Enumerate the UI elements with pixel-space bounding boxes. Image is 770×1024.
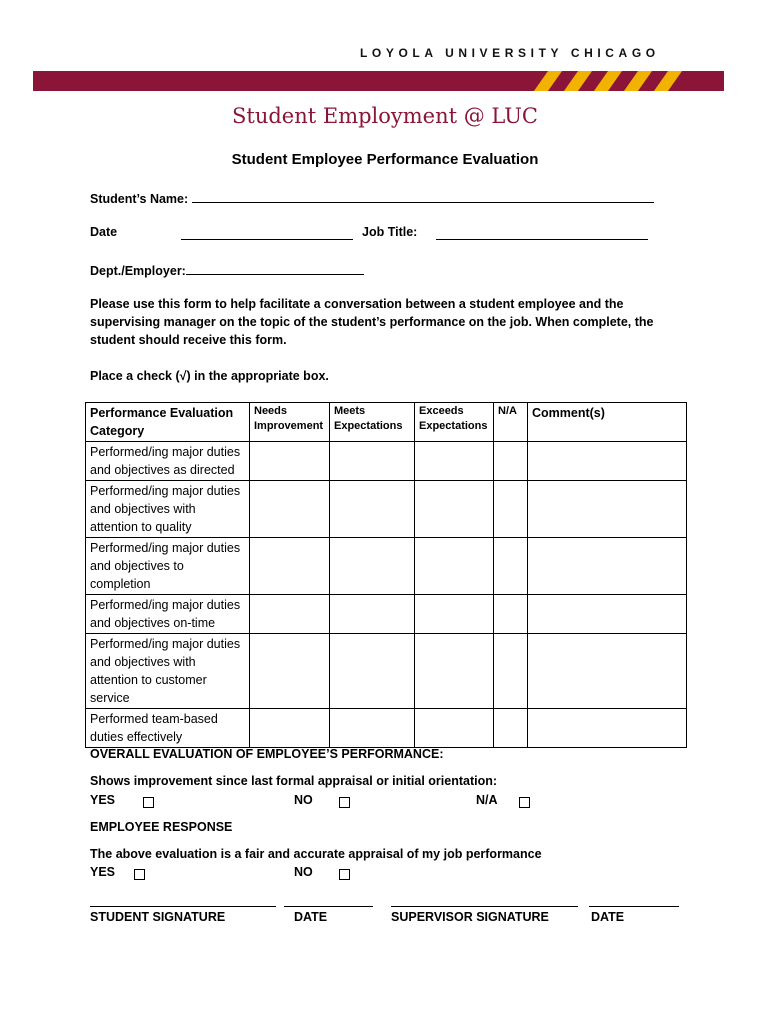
header-needs-improvement: Needs Improvement <box>250 403 330 442</box>
exceeds-cell[interactable] <box>415 709 494 748</box>
comment-cell[interactable] <box>528 538 687 595</box>
form-title: Student Employee Performance Evaluation <box>231 151 539 168</box>
response-yes-checkbox[interactable] <box>134 869 145 880</box>
dept-blank[interactable] <box>186 262 364 275</box>
needs-cell[interactable] <box>250 442 330 481</box>
check-instruction: Place a check (√) in the appropriate box. <box>90 369 329 383</box>
exceeds-cell[interactable] <box>415 634 494 709</box>
row-category: Performed/ing major duties and objectives with attention to customer service <box>86 634 250 709</box>
comment-cell[interactable] <box>528 709 687 748</box>
supervisor-signature-label: SUPERVISOR SIGNATURE <box>391 910 549 924</box>
comment-cell[interactable] <box>528 595 687 634</box>
date-label: Date <box>90 225 118 239</box>
overall-yes-label: YES <box>90 793 116 807</box>
dept-field[interactable] <box>90 262 364 278</box>
date2-line[interactable] <box>589 906 679 907</box>
table-row <box>86 634 687 709</box>
page-title: Student Employment @ LUC <box>232 104 538 128</box>
exceeds-cell[interactable] <box>415 442 494 481</box>
na-cell[interactable] <box>494 481 528 538</box>
job-title-label: Job Title: <box>362 225 418 239</box>
response-statement: The above evaluation is a fair and accurate appraisal of my job performance <box>90 847 542 861</box>
supervisor-signature-line[interactable] <box>391 906 578 907</box>
overall-no-label: NO <box>294 793 313 807</box>
date1-line[interactable] <box>284 906 373 907</box>
meets-cell[interactable] <box>330 709 415 748</box>
exceeds-cell[interactable] <box>415 595 494 634</box>
header-comments: Comment(s) <box>528 403 687 442</box>
overall-no-checkbox[interactable] <box>339 797 350 808</box>
needs-cell[interactable] <box>250 481 330 538</box>
needs-cell[interactable] <box>250 595 330 634</box>
table-row <box>86 481 687 538</box>
date-blank[interactable] <box>181 227 353 240</box>
na-cell[interactable] <box>494 538 528 595</box>
na-cell[interactable] <box>494 709 528 748</box>
job-title-blank[interactable] <box>436 227 648 240</box>
student-name-field[interactable] <box>90 190 654 206</box>
exceeds-cell[interactable] <box>415 481 494 538</box>
na-cell[interactable] <box>494 442 528 481</box>
table-row <box>86 538 687 595</box>
meets-cell[interactable] <box>330 634 415 709</box>
meets-cell[interactable] <box>330 442 415 481</box>
row-category: Performed/ing major duties and objectives with attention to quality <box>86 481 250 538</box>
needs-cell[interactable] <box>250 634 330 709</box>
date1-label: DATE <box>294 910 328 924</box>
overall-question: Shows improvement since last formal appraisal or initial orientation: <box>90 774 498 788</box>
header-meets-expectations: Meets Expectations <box>330 403 415 442</box>
needs-cell[interactable] <box>250 538 330 595</box>
response-yes-label: YES <box>90 865 116 879</box>
header-category: Performance Evaluation Category <box>86 403 250 442</box>
response-no-label: NO <box>294 865 313 879</box>
meets-cell[interactable] <box>330 538 415 595</box>
response-no-checkbox[interactable] <box>339 869 350 880</box>
student-name-label: Student’s Name: <box>90 192 189 206</box>
response-heading: EMPLOYEE RESPONSE <box>90 820 233 834</box>
student-signature-line[interactable] <box>90 906 276 907</box>
overall-heading: OVERALL EVALUATION OF EMPLOYEE’S PERFORMANCE: <box>90 747 444 761</box>
instructions-text: Please use this form to help facilitate a conversation between a student employee and the supervising manager on the topic of the student’s performance on the job. When complete, the student should receive this form. <box>90 297 654 347</box>
header-na: N/A <box>494 403 528 442</box>
comment-cell[interactable] <box>528 481 687 538</box>
table-row <box>86 442 687 481</box>
overall-na-label: N/A <box>476 793 498 807</box>
dept-label: Dept./Employer: <box>90 264 186 278</box>
date2-label: DATE <box>591 910 625 924</box>
table-row <box>86 709 687 748</box>
comment-cell[interactable] <box>528 442 687 481</box>
row-category: Performed/ing major duties and objectives to completion <box>86 538 250 595</box>
university-name: LOYOLA UNIVERSITY CHICAGO <box>360 46 660 60</box>
na-cell[interactable] <box>494 634 528 709</box>
row-category: Performed/ing major duties and objectives as directed <box>86 442 250 481</box>
overall-na-checkbox[interactable] <box>519 797 530 808</box>
meets-cell[interactable] <box>330 595 415 634</box>
header-exceeds-expectations: Exceeds Expectations <box>415 403 494 442</box>
overall-yes-checkbox[interactable] <box>143 797 154 808</box>
na-cell[interactable] <box>494 595 528 634</box>
evaluation-table <box>85 402 687 748</box>
student-name-blank[interactable] <box>192 190 654 203</box>
student-signature-label: STUDENT SIGNATURE <box>90 910 226 924</box>
row-category: Performed team-based duties effectively <box>86 709 250 748</box>
exceeds-cell[interactable] <box>415 538 494 595</box>
meets-cell[interactable] <box>330 481 415 538</box>
row-category: Performed/ing major duties and objectives on-time <box>86 595 250 634</box>
table-row <box>86 595 687 634</box>
needs-cell[interactable] <box>250 709 330 748</box>
comment-cell[interactable] <box>528 634 687 709</box>
table-header-row <box>86 403 687 442</box>
brand-banner <box>33 71 724 91</box>
